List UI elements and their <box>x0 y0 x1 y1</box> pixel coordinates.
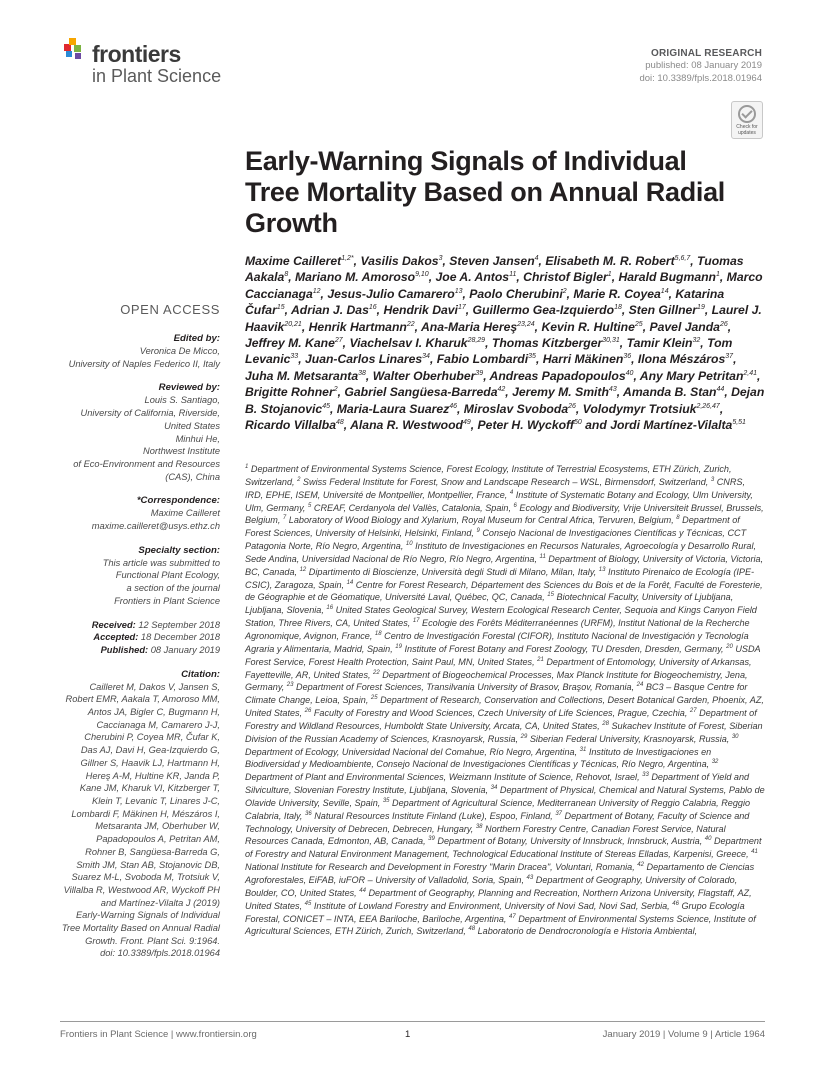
affiliation-number: 47 <box>508 913 516 920</box>
author-name[interactable]: Peter H. Wyckoff <box>477 418 574 433</box>
affiliation-number: 37 <box>555 810 562 817</box>
logo-square <box>66 51 72 57</box>
published-value: 08 January 2019 <box>150 644 220 655</box>
affiliation-text: Laboratory of Wood Biology and Xylarium, Royal Museum for Central Africa, Tervuren, Belgium, <box>286 515 677 526</box>
author-name[interactable]: Mariano M. Amoroso <box>295 270 416 285</box>
author-affiliation-ref: 2 <box>333 386 338 394</box>
author-name[interactable]: Ricardo Villalba <box>245 418 336 433</box>
author-affiliation-ref: 5,51 <box>732 419 746 426</box>
author-name[interactable]: Fabio Lombardi <box>436 352 529 367</box>
affiliation-number: 23 <box>286 682 294 689</box>
affiliation-number: 44 <box>359 887 366 894</box>
affiliation-number: 17 <box>412 618 420 625</box>
author-name[interactable]: Jeffrey M. Kane <box>245 336 335 351</box>
affiliation-text: Department of Plant and Environmental Sciences, Weizmann Institute of Science, Rehovot, Israel, <box>245 772 643 783</box>
logo-square <box>64 44 71 51</box>
affiliation-text: USDA Forest Service, Forest Health Protection, Saint Paul, MN, United States, <box>245 643 761 667</box>
affiliation-number: 10 <box>405 541 413 548</box>
affiliation-text: Dipartimento di Bioscienze, Università degli Studi di Milano, Milan, Italy, <box>306 566 599 577</box>
sidebar-line: Hereş A-M, Hultine KR, Janda P, <box>85 770 220 781</box>
author-affiliation-ref: 16 <box>368 304 377 312</box>
sidebar-line: Growth. Front. Plant Sci. 9:1964. <box>85 935 220 946</box>
author-affiliation-ref: 5,6,7 <box>674 254 691 262</box>
citation-text <box>60 681 220 960</box>
author-affiliation-ref: 3 <box>438 254 443 262</box>
affiliation-number: 46 <box>672 900 679 907</box>
sidebar-line: of Eco-Environment and Resources <box>73 458 220 469</box>
author-name[interactable]: Marie R. Coyea <box>573 286 661 301</box>
author-affiliation-ref: 4 <box>534 254 539 262</box>
author-name[interactable]: Adrian J. Das <box>290 303 369 318</box>
affiliation-text: United States Geological Survey, Western Ecological Research Center, Sequoia and Kings Canyon Field Station, Three Rivers, CA, United States, <box>245 605 757 629</box>
affiliation-number: 45 <box>304 900 312 907</box>
sidebar-line: University of Naples Federico II, Italy <box>68 358 220 369</box>
author-affiliation-ref: 28,29 <box>467 336 486 344</box>
affiliation-text: Laboratorio de Dendrocronología e Historia Ambiental, <box>475 926 698 937</box>
author-affiliation-ref: 45 <box>322 402 330 410</box>
sidebar-line: Robert EMR, Aakala T, Amoroso MM, <box>65 694 220 705</box>
author-affiliation-ref: 26 <box>568 402 576 410</box>
author-name[interactable]: Marco Caccianaga <box>245 270 763 301</box>
author-name[interactable]: Harri Mäkinen <box>542 352 624 367</box>
author-affiliation-ref: 40 <box>625 369 634 377</box>
author-name[interactable]: Pavel Janda <box>649 319 720 334</box>
sidebar-line: United States <box>164 420 220 431</box>
affiliation-text: Department of Forestry and Wildland Resources, Humboldt State University, Arcata, CA, United States, <box>245 708 757 731</box>
sidebar-line: maxime.cailleret@usys.ethz.ch <box>91 521 220 532</box>
author-name[interactable]: Tom Levanic <box>245 336 733 367</box>
affiliation-list <box>245 463 765 938</box>
sidebar-line: Papadopoulos A, Petritan AM, <box>96 834 220 845</box>
affiliation-number: 6 <box>513 502 517 509</box>
affiliation-number: 31 <box>579 746 587 753</box>
affiliation-text: Department of Environmental Systems Science, Institute of Agricultural Sciences, ETH Zürich, Zurich, Switzerland, <box>245 913 756 937</box>
author-name[interactable]: Sten Gillner <box>628 303 698 318</box>
affiliation-number: 1 <box>245 463 249 470</box>
author-affiliation-ref: 2,41 <box>743 369 758 377</box>
author-affiliation-ref: 1 <box>607 271 612 279</box>
author-affiliation-ref: 33 <box>290 353 299 361</box>
specialty-text <box>60 557 220 608</box>
footer-issue-info: January 2019 | Volume 9 | Article 1964 <box>602 1029 765 1040</box>
author-affiliation-ref: 30,31 <box>602 336 620 344</box>
author-name[interactable]: Vasilis Dakos <box>360 254 439 268</box>
affiliation-text: Siberian Federal University, Krasnoyarsk, Russia, <box>527 733 732 744</box>
sidebar-line: Frontiers in Plant Science <box>114 595 220 606</box>
author-name[interactable]: Kevin R. Hultine <box>541 319 635 334</box>
affiliation-text: Consejo Nacional de Investigaciones Científicas y Técnicas, CCT Patagonia Norte, Río Negro, Argentina, <box>245 528 747 552</box>
received-value: 12 September 2018 <box>138 619 220 630</box>
sidebar-line: Kane JM, Kharuk VI, Kitzberger T, <box>79 783 220 794</box>
author-affiliation-ref: 11 <box>509 271 517 279</box>
check-badge-label: Check for updates <box>736 124 758 136</box>
author-name[interactable]: Henrik Hartmann <box>308 319 407 334</box>
affiliation-text: Centre for Forest Research, Département des Sciences du Bois et de la Forêt, Faculté de Foresterie, de Géographie et de Géomatique, Université Laval, Québec, QC, Canada, <box>245 579 763 603</box>
author-affiliation-ref: 2,26,47 <box>696 402 720 410</box>
author-affiliation-ref: 48 <box>335 419 344 426</box>
affiliation-number: 22 <box>373 669 380 676</box>
affiliation-text: Centro de Investigación Forestal (CIFOR), Instituto Nacional de Investigación y Tecnología Agraria y Alimentaria, Madrid, Spain, <box>245 630 749 654</box>
affiliation-text: Instituto de Investigaciones en Recursos Naturales, Agroecología y Desarrollo Rural, Sede Andina, Universidad Nacional de Río Negro, Río Negro, Argentina, <box>245 541 756 564</box>
affiliation-number: 20 <box>726 643 733 650</box>
author-name[interactable]: Andreas Papadopoulos <box>489 368 626 383</box>
author-affiliation-ref: 20,21 <box>284 320 302 328</box>
affiliation-number: 7 <box>282 515 287 522</box>
author-affiliation-ref: 23,24 <box>517 320 535 328</box>
affiliation-number: 36 <box>304 810 312 817</box>
received-label: Received: <box>91 619 136 630</box>
sidebar-line: doi: 10.3389/fpls.2018.01964 <box>100 948 220 959</box>
affiliation-text: National Institute for Research and Development in Forestry "Marin Dracea", Voluntari, Romania, <box>245 862 638 873</box>
affiliation-text: Sukachev Institute of Forest, Siberian Division of the Russian Academy of Sciences, Krasnoyarsk, Russia, <box>245 720 763 744</box>
author-name[interactable]: Elisabeth M. R. Robert <box>545 254 675 268</box>
affiliation-number: 39 <box>428 836 435 843</box>
author-affiliation-ref: 19 <box>697 304 705 312</box>
author-name[interactable]: Tuomas Aakala <box>245 254 744 285</box>
published-label: Published: <box>100 644 149 655</box>
sidebar-line: Minhui He, <box>175 433 220 444</box>
accepted-date <box>60 631 220 644</box>
author-name[interactable]: Maria-Laura Suarez <box>336 401 450 416</box>
page-number: 1 <box>405 1029 411 1040</box>
author-name[interactable]: Amanda B. Stan <box>623 385 717 400</box>
affiliation-text: Department of Botany, University of Innsbruck, Innsbruck, Austria, <box>434 836 705 847</box>
affiliation-text: Department of Forest Sciences, University of Helsinki, Helsinki, Finland, <box>245 515 740 539</box>
author-affiliation-ref: 15 <box>276 304 285 312</box>
affiliation-text: Instituto de Investigaciones en Biodiversidad y Medioambiente, Consejo Nacional de Investigaciones Científicas y Técnicas, Río Negro, Argentina, <box>245 746 712 770</box>
sidebar-line: Gillner S, Haavik LJ, Hartmann H, <box>80 757 220 768</box>
specialty-label: Specialty section: <box>138 544 220 556</box>
sidebar-line: Louis S. Santiago, <box>144 395 220 406</box>
affiliation-number: 21 <box>537 656 544 663</box>
author-affiliation-ref: 32 <box>692 336 701 344</box>
accepted-label: Accepted: <box>93 632 139 643</box>
check-for-updates-button[interactable] <box>731 101 763 139</box>
author-name[interactable]: Hendrik Davi <box>383 303 458 318</box>
affiliation-text: Swiss Federal Institute for Forest, Snow and Landscape Research – WSL, Birmensdorf, Switzerland, <box>300 476 711 487</box>
author-name[interactable]: Ana-Maria Hereş <box>420 319 518 334</box>
author-affiliation-ref: 44 <box>716 386 725 394</box>
author-name[interactable]: Guillermo Gea-Izquierdo <box>472 303 615 318</box>
author-name[interactable]: Laurel J. Haavik <box>245 303 762 334</box>
affiliation-text: Natural Resources Institute Finland (Luke), Espoo, Finland, <box>311 810 556 821</box>
affiliation-text: Departamento de Ciencias Agroforestales, EiFAB, iuFOR – University of Valladolid, Soria, Spain, <box>245 862 755 885</box>
affiliation-text: Department of Physical, Chemical and Natural Systems, Pablo de Olavide University, Seville, Spain, <box>245 785 765 808</box>
affiliation-text: Faculty of Forestry and Wood Sciences, Czech University of Life Sciences, Prague, Czechia, <box>311 708 690 719</box>
author-affiliation-ref: 18 <box>614 304 622 312</box>
affiliation-text: Ecology and Biodiversity, Vrije Universiteit Brussel, Brussels, Belgium, <box>245 502 764 526</box>
author-affiliation-ref: 12 <box>312 287 321 295</box>
affiliation-number: 48 <box>468 926 476 933</box>
sidebar-line: Tree Mortality Based on Annual Radial <box>61 923 220 934</box>
frontiers-logo-icon <box>62 36 88 62</box>
affiliation-text: Institute of Systematic Botany and Ecology, Ulm University, Ulm, Germany, <box>245 489 753 513</box>
author-affiliation-ref: 50 <box>573 419 582 426</box>
affiliation-text: Instituto Pirenaico de Ecología (IPE-CSIC), Zaragoza, Spain, <box>245 566 755 590</box>
sidebar-line: Lombardi F, Mäkinen H, Mészáros I, <box>71 808 220 819</box>
author-list: Maxime Cailleret$^{1,2*}$, Vasilis Dakos$^3$, Steven Jansen$^4$, Elisabeth M. R. Robert$^{5,6,7}$, Tuomas Aakala$^8$, Mariano M. Amoroso$^{9,10}$, Joe A. Antos$^{11}$, Christof Bigler$^1$, Harald Bugmann$^1$, Marco Caccianaga$^{12}$, Jesus-Julio Camarero$^{13}$, Paolo Cherubini$^2$, Marie R. Coyea$^{14}$, Katarina Čufar$^{15}$, Adrian J. Das$^{16}$, Hendrik Davi$^{17}$, Guillermo Gea-Izquierdo$^{18}$, Sten Gillner$^{19}$, Laurel J. Haavik$^{20,21}$, Henrik Hartmann$^{22}$, Ana-Maria Hereş$^{23,24}$, Kevin R. Hultine$^{25}$, Pavel Janda$^{26}$, Jeffrey M. Kane$^{27}$, Viachelsav I. Kharuk$^{28,29}$, Thomas Kitzberger$^{30,31}$, Tamir Klein$^{32}$, Tom Levanic$^{33}$, Juan-Carlos Linares$^{34}$, Fabio Lombardi$^{35}$, Harri Mäkinen$^{36}$, Ilona Mészáros$^{37}$, Juha M. Metsaranta$^{38}$, Walter Oberhuber$^{39}$, Andreas Papadopoulos$^{40}$, Any Mary Petritan$^{2,41}$, Brigitte Rohner$^2$, Gabriel Sangüesa-Barreda$^{42}$, Jeremy M. Smith$^{43}$, Amanda B. Stan$^{44}$, Dejan B. Stojanovic$^{45}$, Maria-Laura Suarez$^{46}$, Miroslav Svoboda$^{26}$, Volodymyr Trotsiuk$^{2,26,47}$, Ricardo Villalba$^{48}$, Alana R. Westwood$^{49}$, Peter H. Wyckoff$^{50}$ and Jordi Martínez-Vilalta$^{5,51}$ <box>245 254 765 433</box>
author-affiliation-ref: 17 <box>457 304 466 312</box>
author-affiliation-ref: 2 <box>562 287 567 295</box>
sidebar-line: University of California, Riverside, <box>80 408 220 419</box>
author-affiliation-ref: 46 <box>449 402 458 410</box>
sidebar-line: Villalba R, Westwood AR, Wyckoff PH <box>63 884 220 895</box>
affiliation-number: 29 <box>520 733 528 740</box>
article-info-sidebar <box>60 302 220 971</box>
affiliation-number: 43 <box>526 874 534 881</box>
author-affiliation-ref: 37 <box>725 353 734 361</box>
affiliation-text: Department of Geography, University of Colorado, Boulder, CO, United States, <box>245 875 738 898</box>
sidebar-line: This article was submitted to <box>102 557 220 568</box>
author-name[interactable]: Tamir Klein <box>626 336 693 351</box>
author-name[interactable]: Joe A. Antos <box>435 270 510 285</box>
author-affiliation-ref: 8 <box>284 271 289 279</box>
affiliation-text: Department of Botany, Faculty of Science and Technology, University of Debrecen, Debrecen, Hungary, <box>245 810 750 834</box>
affiliation-number: 40 <box>704 836 712 843</box>
author-affiliation-ref: 1 <box>715 271 720 279</box>
sidebar-line: Caccianaga M, Camarero J-J, <box>96 719 220 730</box>
affiliation-number: 14 <box>346 579 354 586</box>
affiliation-number: 16 <box>326 605 334 612</box>
page-footer <box>60 1021 765 1040</box>
sidebar-line: Metsaranta JM, Oberhuber W, <box>95 821 220 832</box>
affiliation-number: 30 <box>731 733 739 740</box>
author-name[interactable]: Jordi Martínez-Vilalta <box>610 418 733 433</box>
author-affiliation-ref: 34 <box>422 353 430 361</box>
sidebar-line: Rohner B, Sangüesa-Barreda G, <box>85 846 220 857</box>
affiliation-text: Department of Research, Conservation and Collections, Desert Botanical Garden, Phoenix, AZ, United States, <box>245 695 764 719</box>
author-affiliation-ref: 36 <box>623 353 632 361</box>
published-date: published: 08 January 2019 <box>645 60 762 71</box>
author-name[interactable]: Volodymyr Trotsiuk <box>582 401 697 416</box>
affiliation-number: 34 <box>490 785 498 792</box>
correspondence-label: *Correspondence: <box>136 495 220 507</box>
affiliation-number: 25 <box>370 695 378 702</box>
author-affiliation-ref: 9,10 <box>415 271 429 279</box>
affiliation-text: Department of Biology, University of Victoria, Victoria, BC, Canada, <box>245 553 764 577</box>
specialty-section <box>60 544 220 608</box>
author-affiliation-ref: 42 <box>497 386 506 394</box>
affiliation-number: 33 <box>642 772 649 779</box>
affiliation-number: 5 <box>308 502 312 509</box>
author-name[interactable]: Jesus-Julio Camarero <box>327 286 455 301</box>
author-name[interactable]: Juha M. Metsaranta <box>245 368 359 383</box>
affiliation-text: Department of Forestry and Natural Environment Management, Technological Educational Institute of Stereas Elladas, Karpenisi, Greece, <box>245 836 762 860</box>
affiliation-number: 4 <box>509 489 514 496</box>
author-name[interactable]: Maxime Cailleret <box>245 254 342 268</box>
author-name[interactable]: Walter Oberhuber <box>372 368 476 383</box>
affiliation-number: 11 <box>539 553 546 560</box>
affiliation-number: 12 <box>299 566 307 573</box>
author-affiliation-ref: 26 <box>719 320 728 328</box>
article-title: Early-Warning Signals of Individual Tree Mortality Based on Annual Radial Growth <box>245 146 726 238</box>
author-affiliation-ref: 14 <box>660 287 669 295</box>
citation-label: Citation: <box>181 668 220 680</box>
article-meta <box>639 48 762 85</box>
sidebar-line: Suarez M-L, Svoboda M, Trotsiuk V, <box>71 872 220 883</box>
author-affiliation-ref: 49 <box>462 419 471 426</box>
article-type: ORIGINAL RESEARCH <box>650 48 762 59</box>
affiliation-number: 28 <box>602 720 609 727</box>
author-name[interactable]: Harald Bugmann <box>618 270 716 285</box>
affiliation-text: Department of Entomology, University of Arkansas, Fayetteville, AR, United States, <box>245 656 752 680</box>
affiliation-number: 35 <box>382 797 390 804</box>
affiliation-text: Biotechnical Faculty, University of Ljubljana, Ljubljana, Slovenia, <box>245 592 734 616</box>
author-affiliation-ref: 1,2* <box>341 254 354 262</box>
affiliation-text: Grupo Ecología Forestal, CONICET – INTA, EEA Bariloche, Bariloche, Argentina, <box>245 900 745 924</box>
affiliation-number: 26 <box>304 708 312 714</box>
sidebar-line: (CAS), China <box>165 471 220 482</box>
affiliation-text: Department of Forest Sciences, Transilvania University of Brasov, Braşov, Romania, <box>293 682 637 693</box>
logo-square <box>74 45 81 52</box>
author-name[interactable]: Dejan B. Stojanovic <box>245 385 765 416</box>
sidebar-line: Klein T, Levanic T, Linares J-C, <box>92 795 220 806</box>
affiliation-number: 41 <box>751 849 758 856</box>
reviewed-by-section <box>60 381 220 483</box>
affiliation-number: 15 <box>547 592 554 599</box>
affiliation-text: CREAF, Cerdanyola del Vallès, Catalonia, Spain, <box>311 502 514 513</box>
sidebar-line: Cherubini P, Coyea MR, Čufar K, <box>84 732 220 743</box>
affiliation-number: 13 <box>598 566 606 573</box>
logo-square <box>75 53 81 59</box>
author-name[interactable]: Brigitte Rohner <box>245 385 334 400</box>
sidebar-line: Antos JA, Bigler C, Bugmann H, <box>87 707 220 718</box>
affiliation-text: Institute of Lowland Forestry and Environment, University of Novi Sad, Novi Sad, Serbia, <box>311 900 673 911</box>
sidebar-line: Das AJ, Davi H, Gea-Izquierdo G, <box>80 745 220 756</box>
edited-by-text <box>60 345 220 370</box>
citation-section <box>60 668 220 960</box>
affiliation-number: 9 <box>476 528 480 535</box>
accepted-value: 18 December 2018 <box>140 632 220 643</box>
affiliation-text: Department of Yield and Silviculture, Slovenian Forestry Institute, Ljubljana, Slovenia, <box>245 772 750 796</box>
sidebar-line: Smith JM, Stan AB, Stojanovic DB, <box>76 859 220 870</box>
sidebar-line: a section of the journal <box>126 583 220 594</box>
checkmark-icon <box>738 105 756 123</box>
author-name[interactable]: Any Mary Petritan <box>639 368 744 383</box>
reviewed-by-label: Reviewed by: <box>158 382 220 394</box>
affiliation-text: Northern Forestry Centre, Canadian Forest Service, Natural Resources Canada, Edmonton, AB, Canada, <box>245 823 726 847</box>
affiliation-text: Department of Environmental Systems Science, Forest Ecology, Institute of Terrestrial Ecosystems, ETH Zürich, Zurich, Switzerland, <box>245 464 732 487</box>
affiliation-text: Department of Ecology, Universidad Nacional del Comahue, Río Negro, Argentina, <box>245 746 580 757</box>
author-name[interactable]: Juan-Carlos Linares <box>304 352 423 367</box>
logo-square <box>69 38 76 45</box>
sidebar-line: and Martínez-Vilalta J (2019) <box>100 897 220 908</box>
affiliation-number: 24 <box>636 682 644 689</box>
affiliation-text: Institute of Forest Botany and Forest Zoology, TU Dresden, Dresden, Germany, <box>401 643 727 654</box>
affiliation-text: BC3 – Basque Centre for Climate Change, Leioa, Spain, <box>245 682 748 706</box>
affiliation-number: 3 <box>710 476 715 483</box>
dates-section <box>60 619 220 657</box>
affiliation-text: CNRS, IRD, EPHE, ISEM, Université de Montpellier, Montpellier, France, <box>245 476 745 500</box>
author-affiliation-ref: 43 <box>608 386 617 394</box>
author-name[interactable]: Viachelsav I. Kharuk <box>349 336 468 351</box>
affiliation-text: Department of Agricultural Science, Mediterranean University of Reggio Calabria, Reggio Calabria, Italy, <box>245 797 751 821</box>
logo-journal: in Plant Science <box>92 66 222 86</box>
affiliation-text: Department of Geography, Planning and Recreation, Northern Arizona University, Flagstaff, AZ, United States, <box>245 887 752 911</box>
author-name[interactable]: Katarina Čufar <box>245 286 725 318</box>
logo-name: frontiers <box>92 41 181 67</box>
author-name[interactable]: Thomas Kitzberger <box>491 336 603 351</box>
author-affiliation-ref: 27 <box>334 336 343 344</box>
author-name[interactable]: Alana R. Westwood <box>350 418 463 433</box>
affiliation-number: 8 <box>676 515 680 522</box>
open-access-label: OPEN ACCESS <box>120 302 220 317</box>
affiliation-number: 2 <box>297 476 301 483</box>
author-affiliation-ref: 13 <box>454 287 463 295</box>
journal-logo[interactable] <box>62 36 242 86</box>
sidebar-line: Early-Warning Signals of Individual <box>75 910 220 921</box>
affiliation-number: 19 <box>395 643 402 650</box>
edited-by-label: Edited by: <box>173 333 220 344</box>
received-date <box>60 619 220 632</box>
sidebar-line: Functional Plant Ecology, <box>115 570 220 581</box>
author-name[interactable]: Miroslav Svoboda <box>463 401 569 416</box>
sidebar-line: Northwest Institute <box>143 446 220 457</box>
author-affiliation-ref: 35 <box>528 353 536 361</box>
affiliation-number: 32 <box>711 759 719 766</box>
affiliation-number: 27 <box>689 708 697 714</box>
affiliation-number: 18 <box>374 630 382 637</box>
reviewed-by-text <box>60 394 220 483</box>
author-affiliation-ref: 25 <box>634 320 643 328</box>
correspondence-section <box>60 494 220 532</box>
correspondence-text[interactable] <box>60 507 220 532</box>
author-affiliation-ref: 22 <box>406 320 415 328</box>
affiliation-number: 38 <box>475 823 483 830</box>
affiliation-number: 42 <box>637 862 644 869</box>
published-date-side <box>60 644 220 657</box>
edited-by-section <box>60 332 220 370</box>
author-name[interactable]: Gabriel Sangüesa-Barreda <box>344 385 498 400</box>
affiliation-text: Ecologie des Forêts Méditerranéennes (URFM), Institut National de la Recherche Agronomique, Avignon, France, <box>245 618 750 641</box>
author-name[interactable]: Jeremy M. Smith <box>512 385 609 400</box>
sidebar-line: Veronica De Micco, <box>139 346 220 356</box>
author-name[interactable]: Ilona Mészáros <box>637 352 726 367</box>
sidebar-line: Maxime Cailleret <box>150 508 220 519</box>
author-name[interactable]: Steven Jansen <box>449 254 535 268</box>
sidebar-line: Cailleret M, Dakos V, Jansen S, <box>89 681 220 692</box>
author-name[interactable]: Christof Bigler <box>523 270 608 285</box>
doi-link[interactable]: doi: 10.3389/fpls.2018.01964 <box>639 73 762 84</box>
author-affiliation-ref: 39 <box>475 369 484 377</box>
footer-journal-link[interactable]: Frontiers in Plant Science | www.frontiersin.org <box>60 1029 257 1040</box>
author-affiliation-ref: 38 <box>358 369 366 377</box>
affiliation-text: Department of Biogeochemical Processes, Max Planck Institute for Biogeochemistry, Jena, Germany, <box>245 669 748 693</box>
author-name[interactable]: Paolo Cherubini <box>469 286 563 301</box>
